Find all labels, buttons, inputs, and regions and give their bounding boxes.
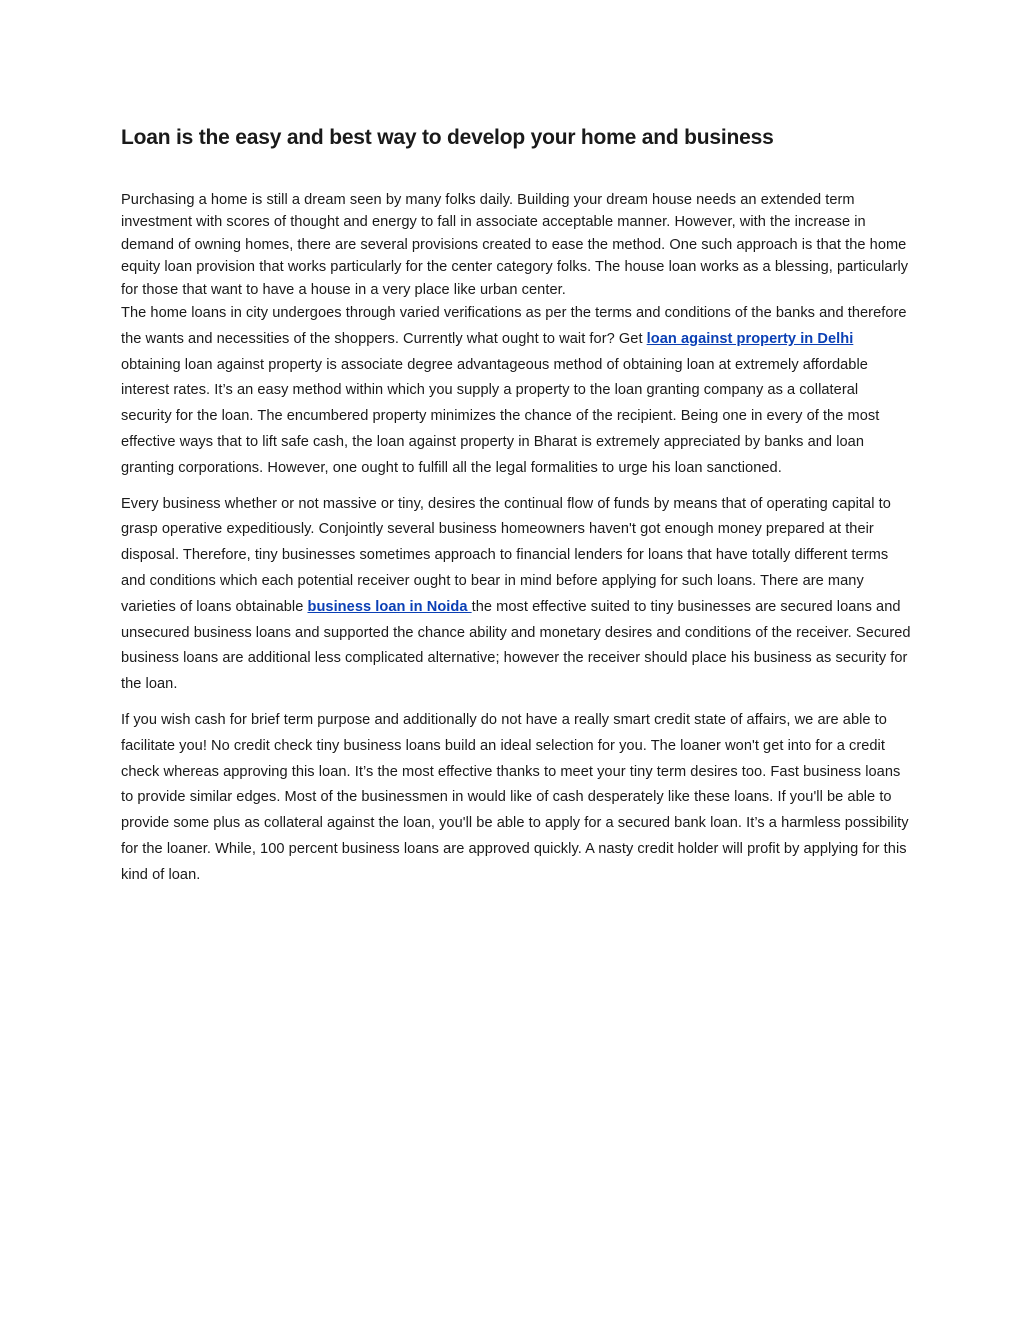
document-title: Loan is the easy and best way to develop your home and business xyxy=(121,126,774,149)
paragraph-home-loans xyxy=(121,301,911,482)
paragraph-text: obtaining loan against property is associate degree advantageous method of obtaining loan at extremely affordable interest rates. It’s an easy method within which you supply a property to the loan granting company as a collateral security for the loan. The encumbered property minimizes the chance of the recipient. Being one in every of the most effective ways that to lift safe cash, the loan against property in Bharat is extremely appreciated by banks and loan granting corporations. However, one ought to fulfill all the legal formalities to urge his loan sanctioned. xyxy=(121,356,880,476)
paragraph-business-loans xyxy=(121,492,911,698)
loan-against-property-link[interactable]: loan against property in Delhi xyxy=(646,330,854,347)
paragraph-intro: Purchasing a home is still a dream seen by many folks daily. Building your dream house needs an extended term investment with scores of thought and energy to fall in associate acceptable manner. However, with the increase in demand of owning homes, there are several provisions created to ease the method. One such approach is that the home equity loan provision that works particularly for the center category folks. The house loan works as a blessing, particularly for those that want to have a house in a very place like urban center. xyxy=(121,192,909,298)
paragraph-text: the most effective suited to tiny businesses are secured loans and unsecured business loans and supported the chance ability and monetary desires and conditions of the receiver. Secured business loans are additional less complicated alternative; however the receiver should place his business as security for the loan. xyxy=(121,598,911,693)
document-page xyxy=(121,122,911,889)
paragraph-text: Every business whether or not massive or tiny, desires the continual flow of funds by means that of operating capital to grasp operative expeditiously. Conjointly several business homeowners haven't got enough money prepared at their disposal. Therefore, tiny businesses sometimes approach to financial lenders for loans that have totally different terms and conditions which each potential receiver ought to bear in mind before applying for such loans. There are many varieties of loans obtainable xyxy=(121,495,891,615)
paragraph-short-term-loans: If you wish cash for brief term purpose and additionally do not have a really smart credit state of affairs, we are able to facilitate you! No credit check tiny business loans build an ideal selection for you. The loaner won't get into for a credit check whereas approving this loan. It’s the most effective thanks to meet your tiny term desires too. Fast business loans to provide similar edges. Most of the businessmen in would like of cash desperately like these loans. If you'll be able to provide some plus as collateral against the loan, you'll be able to apply for a secured bank loan. It’s a harmless possibility for the loaner. While, 100 percent business loans are approved quickly. A nasty credit holder will profit by applying for this kind of loan. xyxy=(121,711,909,883)
business-loan-noida-link[interactable]: business loan in Noida xyxy=(307,598,472,615)
paragraph-text: The home loans in city undergoes through varied verifications as per the terms and conditions of the banks and therefore the wants and necessities of the shoppers. Currently what ought to wait for? Get xyxy=(121,305,907,347)
